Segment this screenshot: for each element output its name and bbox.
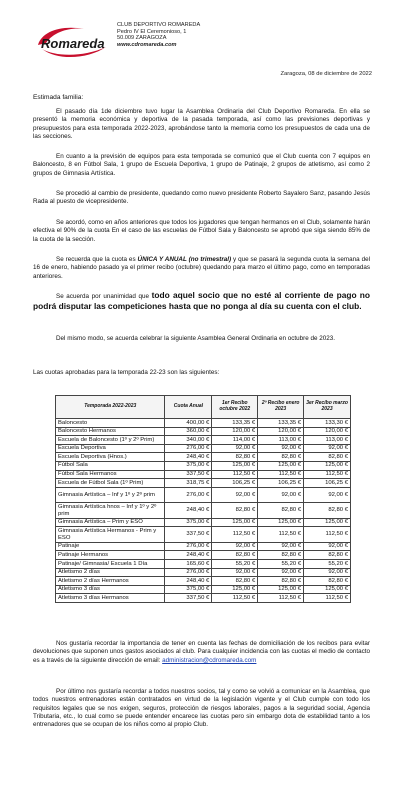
table-cell-amount: 114,00 € bbox=[212, 436, 258, 445]
table-cell-amount: 92,00 € bbox=[212, 542, 258, 551]
table-cell-concept: Gimnasia Artística hnos – Inf y 1º y 2º prim bbox=[56, 503, 165, 519]
logo-wordmark: Romareda bbox=[41, 36, 105, 51]
table-row bbox=[56, 551, 351, 560]
table-cell-amount: 92,00 € bbox=[258, 542, 304, 551]
table-cell-amount: 133,35 € bbox=[212, 419, 258, 428]
greeting: Estimada familia: bbox=[33, 94, 84, 101]
paragraph-next-assembly: Del mismo modo, se acuerda celebrar la siguiente Asamblea General Ordinaria en octubre de 2023. bbox=[56, 335, 335, 342]
table-cell-amount: 248,40 € bbox=[165, 453, 212, 462]
table-cell-amount: 375,00 € bbox=[165, 461, 212, 470]
org-address-2: 50.009 ZARAGOZA bbox=[117, 35, 167, 42]
paragraph-teams: En cuanto a la previsión de equipos para esta temporada se comunicó que el Club cuenta con 7 equipos en Baloncesto, 8 en Fútbol Sala, 1 grupo de Escuela Deportiva, 1 grupo de Patinaje, 2 grupos de atletismo, así como 2 grupos de Gimnasia Artística. bbox=[33, 153, 370, 177]
table-cell-amount: 120,00 € bbox=[212, 427, 258, 436]
table-cell-amount: 112,50 € bbox=[212, 594, 258, 603]
annual-fee-text-a: Se recuerda que la cuota es bbox=[56, 256, 138, 263]
table-cell-amount: 82,80 € bbox=[304, 577, 351, 586]
table-cell-amount: 248,40 € bbox=[165, 503, 212, 519]
table-cell-amount: 248,40 € bbox=[165, 551, 212, 560]
table-cell-amount: 337,50 € bbox=[165, 594, 212, 603]
annual-fee-text-c: y que se pasará la segunda cuota la semana del 16 de enero, habiendo pasado ya el primer recibo (octubre) quedando para marzo el último pago, como en temporadas anteriores. bbox=[33, 256, 370, 280]
table-cell-concept: Patinaje/ Gimnasia/ Escuela 1 Día bbox=[56, 560, 165, 569]
table-cell-amount: 92,00 € bbox=[304, 568, 351, 577]
letter-date: Zaragoza, 08 de diciembre de 2022 bbox=[280, 71, 372, 77]
table-cell-amount: 92,00 € bbox=[304, 487, 351, 503]
table-cell-amount: 106,25 € bbox=[258, 479, 304, 488]
table-cell-concept: Escuela Deportiva bbox=[56, 444, 165, 453]
table-cell-amount: 340,00 € bbox=[165, 436, 212, 445]
table-cell-amount: 82,80 € bbox=[212, 551, 258, 560]
table-cell-amount: 125,00 € bbox=[304, 585, 351, 594]
table-cell-amount: 112,50 € bbox=[304, 527, 351, 543]
table-cell-amount: 82,80 € bbox=[304, 551, 351, 560]
club-logo bbox=[32, 23, 122, 61]
table-cell-amount: 112,50 € bbox=[212, 527, 258, 543]
table-cell-concept: Escuela de Baloncesto (1º y 2º Prim) bbox=[56, 436, 165, 445]
table-cell-concept: Gimnasia Artística Hermanos - Prim y ESO bbox=[56, 527, 165, 543]
table-cell-concept: Atletismo 3 días bbox=[56, 585, 165, 594]
table-cell-amount: 113,00 € bbox=[258, 436, 304, 445]
table-cell-concept: Gimnasia Artística – Prim y ESO bbox=[56, 518, 165, 527]
table-cell-amount: 318,75 € bbox=[165, 479, 212, 488]
table-cell-amount: 248,40 € bbox=[165, 577, 212, 586]
table-cell-amount: 125,00 € bbox=[212, 518, 258, 527]
table-row bbox=[56, 487, 351, 503]
table-row bbox=[56, 577, 351, 586]
fees-intro: Las cuotas aprobadas para la temporada 22-23 son las siguientes: bbox=[33, 369, 220, 376]
table-row bbox=[56, 427, 351, 436]
table-cell-amount: 337,50 € bbox=[165, 527, 212, 543]
header-season: Temporada 2022-2023 bbox=[56, 396, 165, 419]
paragraph-siblings: Se acordó, como en años anteriores que todos los jugadores que tengan hermanos en el Club, solamente harán efectiva el 90% de la cuota En el caso de las escuelas de Fútbol Sala y Baloncesto se aprobó que siga siendo 85% de la cuota de la sección. bbox=[33, 219, 370, 243]
table-cell-amount: 112,50 € bbox=[304, 594, 351, 603]
paragraph-payment-rule bbox=[33, 290, 370, 313]
table-cell-amount: 82,80 € bbox=[258, 551, 304, 560]
table-cell-amount: 375,00 € bbox=[165, 518, 212, 527]
table-row bbox=[56, 470, 351, 479]
table-cell-amount: 125,00 € bbox=[304, 461, 351, 470]
table-row bbox=[56, 419, 351, 428]
table-cell-amount: 113,00 € bbox=[304, 436, 351, 445]
table-cell-amount: 133,35 € bbox=[258, 419, 304, 428]
table-row bbox=[56, 479, 351, 488]
table-cell-amount: 82,80 € bbox=[212, 503, 258, 519]
table-cell-amount: 92,00 € bbox=[212, 568, 258, 577]
table-cell-amount: 82,80 € bbox=[258, 577, 304, 586]
paragraph-direct-debit bbox=[33, 640, 370, 665]
table-cell-amount: 276,00 € bbox=[165, 444, 212, 453]
payment-rule-emphasis: todo aquel socio que no esté al corriente de pago no podrá disputar las competiciones hasta que no ponga al día su cuenta con el club. bbox=[33, 290, 370, 312]
table-cell-amount: 276,00 € bbox=[165, 542, 212, 551]
table-row bbox=[56, 444, 351, 453]
table-cell-amount: 125,00 € bbox=[258, 518, 304, 527]
table-row bbox=[56, 585, 351, 594]
table-row bbox=[56, 594, 351, 603]
header-annual-fee: Cuota Anual bbox=[165, 396, 212, 419]
table-cell-amount: 92,00 € bbox=[258, 487, 304, 503]
fees-table bbox=[55, 395, 351, 603]
table-row bbox=[56, 542, 351, 551]
table-cell-amount: 133,30 € bbox=[304, 419, 351, 428]
table-cell-amount: 92,00 € bbox=[258, 568, 304, 577]
table-cell-amount: 112,50 € bbox=[304, 470, 351, 479]
table-cell-concept: Fútbol Sala Hermanos bbox=[56, 470, 165, 479]
table-cell-amount: 125,00 € bbox=[212, 585, 258, 594]
table-cell-amount: 92,00 € bbox=[304, 542, 351, 551]
table-cell-amount: 112,50 € bbox=[258, 470, 304, 479]
table-cell-amount: 82,80 € bbox=[258, 503, 304, 519]
table-cell-amount: 112,50 € bbox=[212, 470, 258, 479]
table-cell-amount: 112,50 € bbox=[258, 594, 304, 603]
table-cell-amount: 82,80 € bbox=[212, 453, 258, 462]
table-cell-concept: Fútbol Sala bbox=[56, 461, 165, 470]
table-cell-concept: Atletismo 2 días Hermanos bbox=[56, 577, 165, 586]
org-website[interactable]: www.cdromareda.com bbox=[117, 41, 177, 48]
paragraph-annual-fee bbox=[33, 256, 370, 281]
table-cell-amount: 82,80 € bbox=[258, 453, 304, 462]
table-row bbox=[56, 503, 351, 519]
table-cell-concept: Gimnasia Artística – Inf y 1º y 2º prim bbox=[56, 487, 165, 503]
table-cell-amount: 400,00 € bbox=[165, 419, 212, 428]
table-cell-amount: 92,00 € bbox=[258, 444, 304, 453]
table-cell-concept: Baloncesto bbox=[56, 419, 165, 428]
table-cell-amount: 92,00 € bbox=[212, 444, 258, 453]
header-receipt-2: 2º Recibo enero 2023 bbox=[258, 396, 304, 419]
table-cell-concept: Baloncesto Hermanos bbox=[56, 427, 165, 436]
table-row bbox=[56, 518, 351, 527]
table-cell-amount: 92,00 € bbox=[212, 487, 258, 503]
table-cell-amount: 82,80 € bbox=[212, 577, 258, 586]
header-receipt-1: 1er Recibo octubre 2022 bbox=[212, 396, 258, 419]
table-cell-amount: 106,25 € bbox=[212, 479, 258, 488]
table-cell-amount: 125,00 € bbox=[212, 461, 258, 470]
table-cell-amount: 125,00 € bbox=[258, 585, 304, 594]
table-cell-amount: 360,00 € bbox=[165, 427, 212, 436]
table-cell-amount: 125,00 € bbox=[258, 461, 304, 470]
org-block bbox=[117, 22, 200, 48]
table-cell-amount: 120,00 € bbox=[304, 427, 351, 436]
table-cell-amount: 125,00 € bbox=[304, 518, 351, 527]
table-cell-amount: 82,80 € bbox=[304, 453, 351, 462]
table-row bbox=[56, 453, 351, 462]
table-cell-amount: 165,60 € bbox=[165, 560, 212, 569]
table-row bbox=[56, 560, 351, 569]
table-cell-amount: 112,50 € bbox=[258, 527, 304, 543]
org-address-1: Pedro IV El Ceremonioso, 1 bbox=[117, 28, 187, 35]
table-row bbox=[56, 436, 351, 445]
header-receipt-3: 3er Recibo marzo 2023 bbox=[304, 396, 351, 419]
table-cell-amount: 82,80 € bbox=[304, 503, 351, 519]
table-cell-amount: 106,25 € bbox=[304, 479, 351, 488]
table-cell-amount: 276,00 € bbox=[165, 487, 212, 503]
paragraph-president: Se procedió al cambio de presidente, quedando como nuevo presidente Roberto Sayalero Sanz, pasando Jesús Rada al puesto de vicepresidente. bbox=[33, 190, 370, 206]
org-name: CLUB DEPORTIVO ROMAREDA bbox=[117, 22, 201, 28]
table-row bbox=[56, 527, 351, 543]
table-row bbox=[56, 568, 351, 577]
paragraph-coaches: Por último nos gustaría recordar a todos nuestros socios, tal y como se volvió a comunicar en la Asamblea, que todos nuestros entrenadores están contratados en virtud de la legislación vigente y el Club cumple con todo los requisitos legales que se nos exigen, seguros, protección de riesgos laborales, pagos a la seguridad social, Agencia Tributaria, etc., lo cual como se puede entender encarece las cuotas pero sin embargo dota de estabilidad tanto a los entrenadores que se ocupan de los niños como al propio Club. bbox=[33, 688, 370, 729]
table-cell-amount: 375,00 € bbox=[165, 585, 212, 594]
table-cell-amount: 55,20 € bbox=[258, 560, 304, 569]
fees-header-row bbox=[56, 396, 351, 419]
table-cell-amount: 337,50 € bbox=[165, 470, 212, 479]
table-cell-concept: Escuela de Fútbol Sala (1º Prim) bbox=[56, 479, 165, 488]
table-row bbox=[56, 461, 351, 470]
annual-fee-emphasis: ÚNICA Y ANUAL (no trimestral) bbox=[137, 256, 232, 263]
table-cell-concept: Patinaje bbox=[56, 542, 165, 551]
table-cell-amount: 92,00 € bbox=[304, 444, 351, 453]
table-cell-amount: 55,20 € bbox=[212, 560, 258, 569]
table-cell-amount: 120,00 € bbox=[258, 427, 304, 436]
table-cell-amount: 55,20 € bbox=[304, 560, 351, 569]
table-cell-concept: Atletismo 3 días Hermanos bbox=[56, 594, 165, 603]
contact-email-link[interactable]: administracion@cdromareda.com bbox=[162, 656, 257, 664]
direct-debit-text: Nos gustaría recordar la importancia de tener en cuenta las fechas de domiciliación de los recibos para evitar devoluciones que suponen unos gastos asociados al club. Para cualquier incidencia con las cuotas el medio de contacto es a través de la siguiente dirección de email: bbox=[33, 640, 370, 664]
table-cell-concept: Atletismo 2 días bbox=[56, 568, 165, 577]
table-cell-concept: Escuela Deportiva (Hnos.) bbox=[56, 453, 165, 462]
payment-rule-text-a: Se acuerda por unanimidad que bbox=[56, 293, 152, 300]
table-cell-concept: Patinaje Hermanos bbox=[56, 551, 165, 560]
paragraph-assembly: El pasado día 1de diciembre tuvo lugar la Asamblea Ordinaria del Club Deportivo Romareda. En ella se presentó la memoria económica y deportiva de la pasada temporada, así como las previsiones deportivas y presupuestos para esta temporada 2022-2023, aprobándose tanto la memoria como los presupuestos de cada una de las secciones. bbox=[33, 108, 370, 140]
table-cell-amount: 276,00 € bbox=[165, 568, 212, 577]
